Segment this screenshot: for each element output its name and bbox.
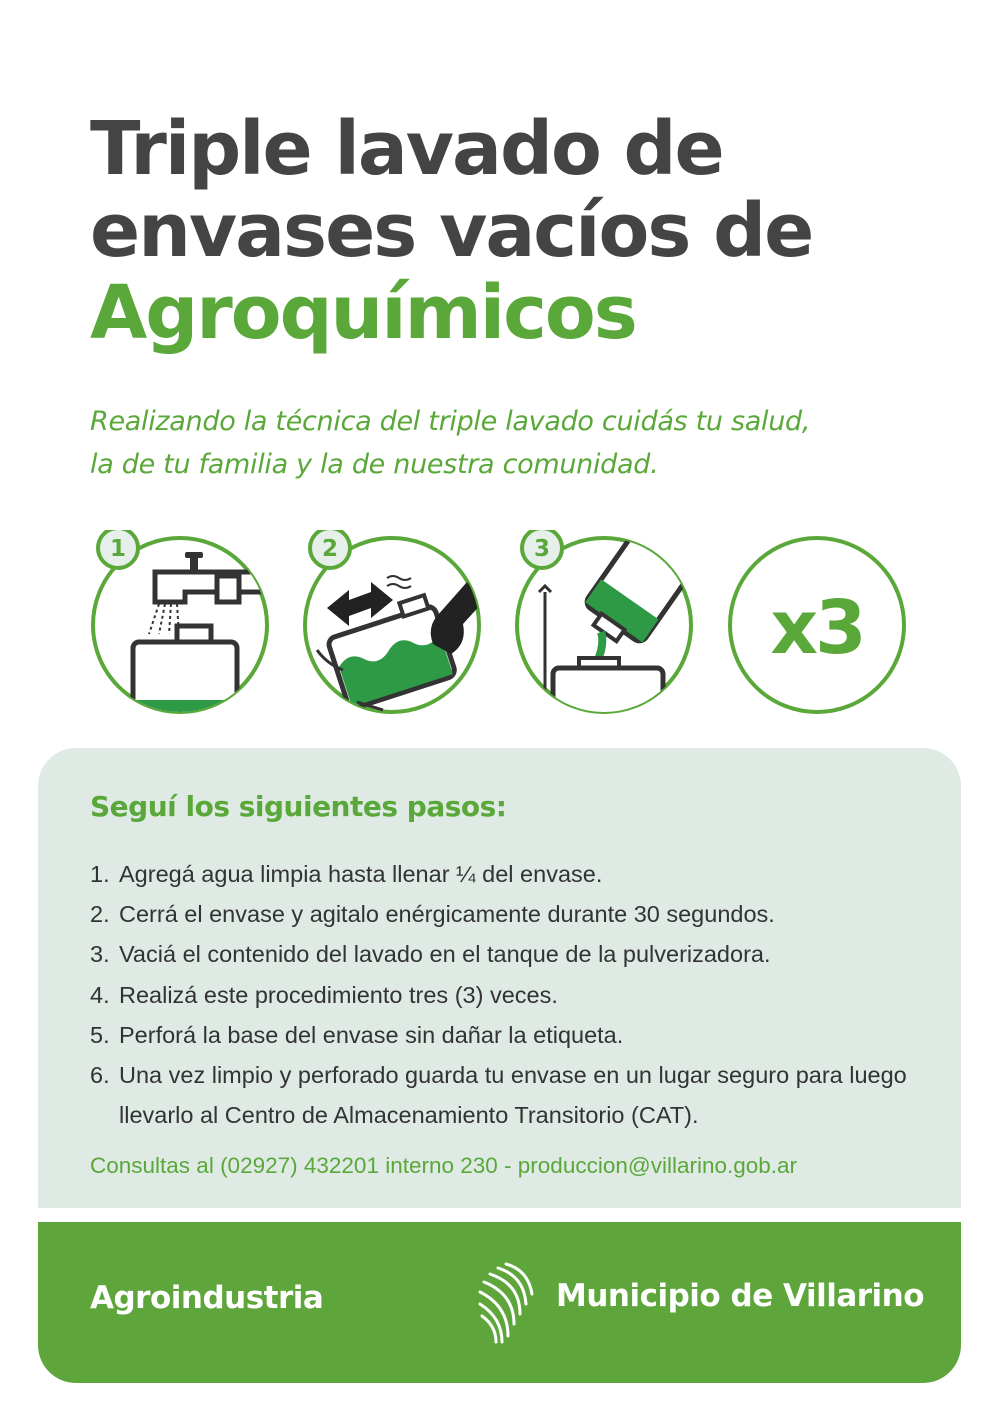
- title-line-3: Agroquímicos: [90, 270, 636, 356]
- footer: [38, 1222, 961, 1383]
- list-item: [90, 1055, 940, 1135]
- title-line-2: envases vacíos de: [90, 188, 813, 274]
- step-1-number: 1: [109, 536, 127, 562]
- repeat-three-times-icon: [722, 530, 912, 720]
- instructions-panel: [38, 748, 961, 1383]
- step-number: 3.: [90, 941, 110, 968]
- repeat-label: x3: [770, 585, 864, 671]
- illustrations-row: [85, 530, 915, 720]
- step-text: Una vez limpio y perforado guarda tu envase en un lugar seguro para luego llevarlo al Centro de Almacenamiento Transitorio (CAT).: [119, 1062, 907, 1129]
- step-2-number: 2: [321, 536, 339, 562]
- step-text: Cerrá el envase y agitalo enérgicamente durante 30 segundos.: [119, 901, 775, 928]
- contact-info: Consultas al (02927) 432201 interno 230 - produccion@villarino.gob.ar: [90, 1153, 798, 1178]
- illustration-step-1: [85, 530, 275, 720]
- divider: [38, 1208, 961, 1222]
- illustration-step-3: [509, 530, 699, 720]
- list-item: [90, 934, 940, 974]
- step-number: 1.: [90, 861, 110, 887]
- step-number: 6.: [90, 1062, 110, 1089]
- list-item: [90, 1015, 940, 1055]
- step-text: Vaciá el contenido del lavado en el tanque de la pulverizadora.: [119, 941, 771, 968]
- step-number: 2.: [90, 901, 110, 928]
- page-title: [90, 108, 812, 354]
- list-item: [90, 854, 940, 894]
- list-item: [90, 975, 940, 1015]
- step-number: 5.: [90, 1021, 110, 1048]
- subtitle-line-1: Realizando la técnica del triple lavado cuidás tu salud,: [90, 406, 811, 437]
- step-text: Realizá este procedimiento tres (3) veces.: [119, 981, 558, 1008]
- steps-heading: Seguí los siguientes pasos:: [90, 790, 507, 823]
- step-text: Agregá agua limpia hasta llenar ¼ del envase.: [119, 861, 603, 887]
- step-3-number: 3: [533, 536, 551, 562]
- illustration-repeat: [722, 530, 912, 720]
- step-number: 4.: [90, 981, 110, 1008]
- list-item: [90, 894, 940, 934]
- illustration-step-2: [297, 530, 487, 720]
- pouring-into-sprayer-tank-icon: [509, 530, 699, 720]
- footer-municipio: Municipio de Villarino: [556, 1278, 925, 1314]
- steps-list: [90, 854, 940, 1135]
- title-line-1: Triple lavado de: [90, 106, 723, 192]
- shaking-container-icon: [297, 530, 487, 720]
- subtitle: [90, 400, 950, 486]
- subtitle-line-2: la de tu familia y la de nuestra comunidad.: [90, 449, 659, 480]
- footer-agroindustria: Agroindustria: [90, 1280, 324, 1316]
- step-text: Perforá la base del envase sin dañar la etiqueta.: [119, 1021, 624, 1048]
- faucet-filling-container-icon: [85, 530, 275, 720]
- fingerprint-logo-icon: [476, 1260, 536, 1345]
